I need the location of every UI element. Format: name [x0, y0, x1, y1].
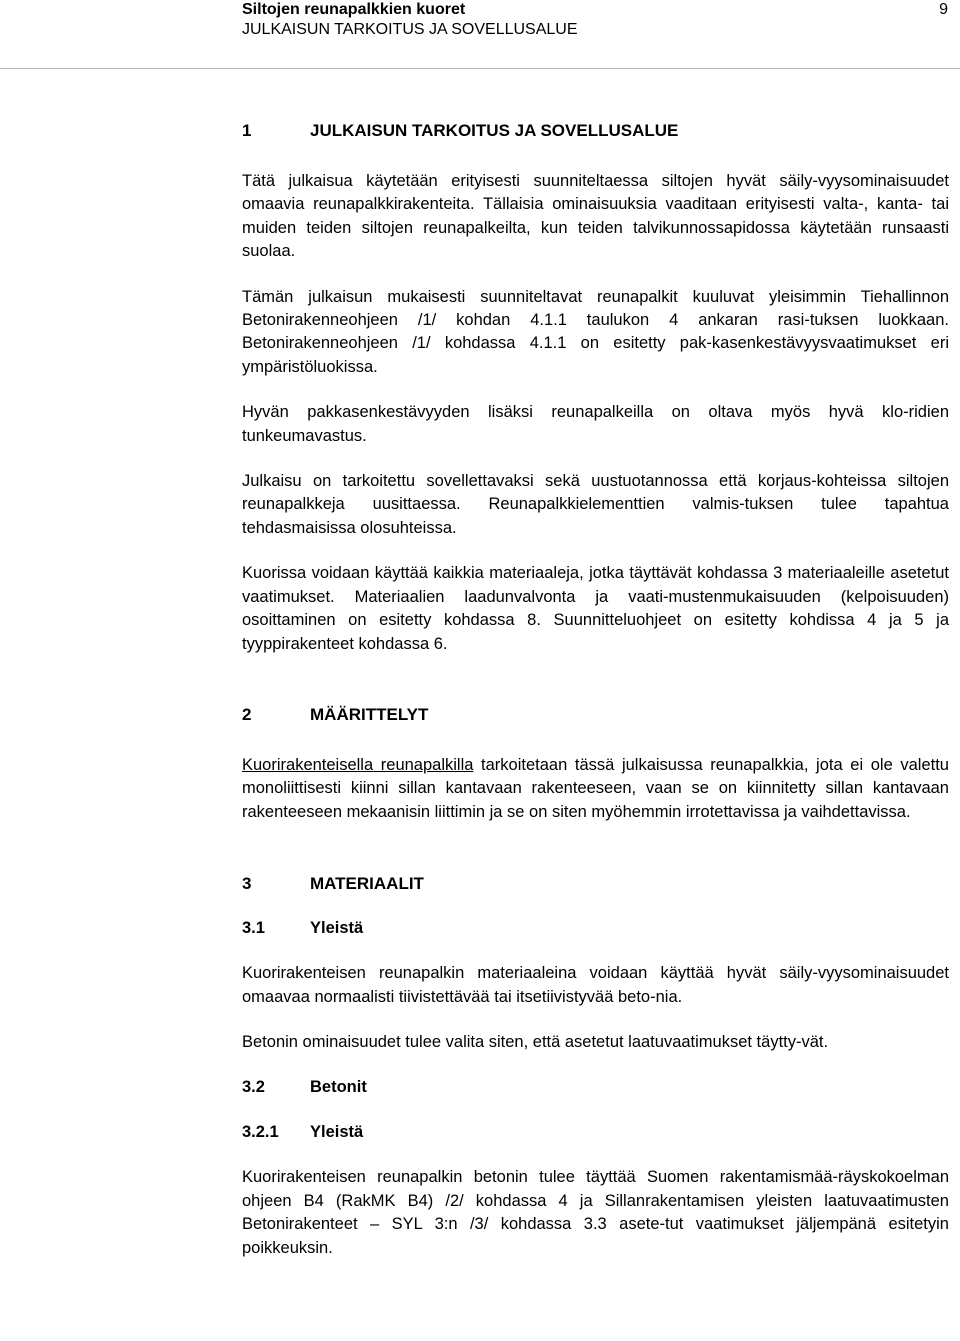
section-number: 3.2	[242, 1078, 265, 1097]
paragraph: Kuorissa voidaan käyttää kaikkia materiaaleja, jotka täyttävät kohdassa 3 materiaaleille asetetut vaatimukset. Materiaalien laadunvalvonta ja vaati-mustenmukaisuuden (kelpoisuuden) osoittaminen on esitetty kohdassa 8. Suunnitteluohjeet on esitetty kohdissa 4 ja 5 ja tyyppirakenteet kohdassa 6.	[242, 564, 949, 653]
paragraph: Kuorirakenteisen reunapalkin materiaaleina voidaan käyttää hyvät säily-vyysominaisuudet omaavaa normaalisti tiivistettävää tai itsetiivistyvää beto-nia.	[242, 964, 949, 1006]
paragraph: Tätä julkaisua käytetään erityisesti suunniteltaessa siltojen hyvät säily-vyysominaisuudet omaavia reunapalkkirakenteita. Tällaisia ominaisuuksia vaaditaan erityisesti valta-, kanta- tai muiden teiden siltojen reunapalkeilta, kun teiden talvikunnossapidossa käytetään runsaasti suolaa.	[242, 172, 949, 261]
paragraph: Tämän julkaisun mukaisesti suunniteltavat reunapalkit kuuluvat yleisimmin Tiehallinnon Betonirakenneohjeen /1/ kohdan 4.1.1 taulukon 4 ankaran rasi-tuksen luokkaan. Betonirakenneohjeen /1/ kohdassa 4.1.1 on esitetty pak-kasenkestävyysvaatimukset eri ympäristöluokissa.	[242, 287, 949, 376]
section-3-heading	[242, 872, 949, 895]
section-title: Betonit	[310, 1078, 367, 1097]
section-3-2-heading	[242, 1076, 949, 1099]
section-number: 3.2.1	[242, 1123, 279, 1142]
paragraph: Hyvän pakkasenkestävyyden lisäksi reunapalkeilla on oltava myös hyvä klo-ridien tunkeumavastus.	[242, 403, 949, 445]
page-header	[242, 0, 960, 68]
document-body	[242, 119, 949, 1260]
section-2-heading	[242, 703, 949, 726]
header-divider	[0, 68, 960, 69]
paragraph: Betonin ominaisuudet tulee valita siten, että asetetut laatuvaatimukset täytty-vät.	[242, 1032, 829, 1051]
section-number: 3	[242, 874, 252, 894]
section-title: JULKAISUN TARKOITUS JA SOVELLUSALUE	[310, 121, 679, 140]
paragraph: Kuorirakenteisen reunapalkin betonin tulee täyttää Suomen rakentamismää-räyskokoelman ohjeen B4 (RakMK B4) /2/ kohdassa 4 ja Sillanrakentamisen yleisten laatuvaatimusten Betonirakenteet – SYL 3:n /3/ kohdassa 3.3 asete-tut vaatimukset jäljempänä esitetyin poikkeuksin.	[242, 1168, 949, 1257]
definition-text: tarkoitetaan tässä julkaisussa reunapalkkia, jota ei ole valettu monoliittisesti kiinni sillan kantavaan rakenteeseen, vaan se on kiinnitetty sillan kantavaan rakenteeseen mekaanisin liittimin ja se on siten myöhemmin irrotettavissa ja vaihdettavissa.	[242, 755, 949, 821]
header-document-title: Siltojen reunapalkkien kuoret	[242, 1, 466, 18]
section-title: MATERIAALIT	[310, 874, 424, 894]
header-chapter-title: JULKAISUN TARKOITUS JA SOVELLUSALUE	[242, 21, 578, 38]
section-1-heading	[242, 119, 949, 142]
definition-paragraph	[242, 754, 949, 824]
section-title: Yleistä	[310, 919, 364, 938]
section-3-2-1-heading	[242, 1121, 949, 1144]
paragraph: Julkaisu on tarkoitettu sovellettavaksi sekä uustuotannossa että korjaus-kohteissa siltojen reunapalkkeja uusittaessa. Reunapalkkielementtien valmis-tuksen tulee tapahtua tehdasmaisissa olosuhteissa.	[242, 472, 949, 537]
section-title: Yleistä	[310, 1123, 364, 1142]
section-number: 2	[242, 704, 252, 724]
section-number: 1	[242, 121, 252, 140]
defined-term: Kuorirakenteisella reunapalkilla	[242, 755, 474, 774]
section-number: 3.1	[242, 919, 265, 938]
page-number: 9	[939, 1, 948, 18]
section-title: MÄÄRITTELYT	[310, 704, 429, 724]
section-3-1-heading	[242, 917, 949, 940]
